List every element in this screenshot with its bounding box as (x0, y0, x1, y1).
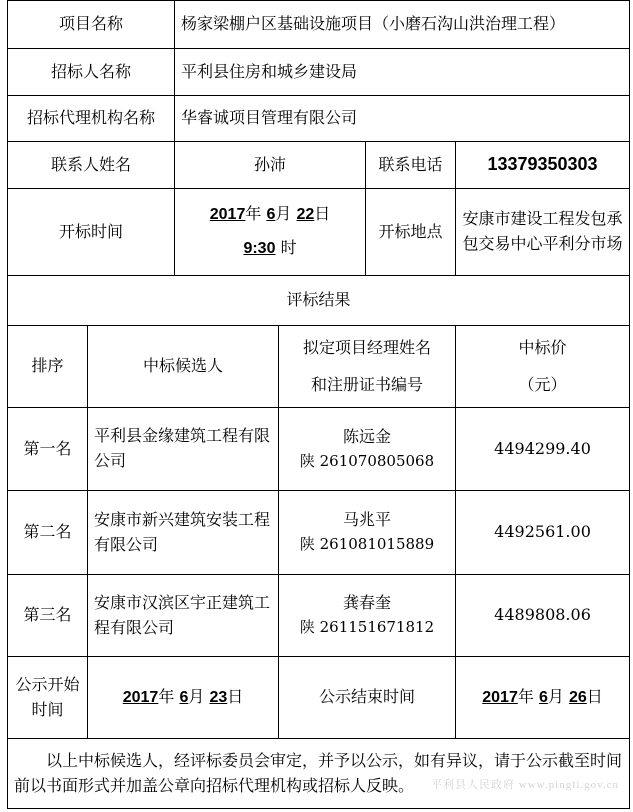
contact-name-label: 联系人姓名 (8, 142, 175, 189)
candidate-manager: 陈远金 陕 261070805068 (279, 408, 456, 491)
contact-phone-label: 联系电话 (366, 142, 456, 189)
opening-place: 安康市建设工程发包承包交易中心平利分市场 (456, 189, 630, 276)
contact-row (8, 142, 630, 189)
candidate-name: 平利县金缘建筑工程有限公司 (88, 408, 279, 491)
candidate-rank: 第二名 (8, 491, 88, 575)
publicity-row (8, 657, 630, 739)
tenderer-label: 招标人名称 (8, 49, 175, 96)
notice-text: 以上中标候选人，经评标委员会审定，并予以公示，如有异议，请于公示截至时间前以书面形式并加盖公章向招标代理机构或招标人反映。 (8, 739, 630, 809)
opening-time-label: 开标时间 (8, 189, 175, 276)
candidate-name: 安康市汉滨区宇正建筑工程有限公司 (88, 575, 279, 657)
project-row (8, 1, 630, 49)
result-title-row (8, 276, 630, 326)
candidate-name: 安康市新兴建筑安装工程有限公司 (88, 491, 279, 575)
publicity-end-label: 公示结束时间 (279, 657, 456, 739)
opening-row (8, 189, 630, 276)
candidate-price: 4494299.40 (456, 408, 630, 491)
tenderer-row (8, 49, 630, 96)
candidate-manager: 马兆平 陕 261081015889 (279, 491, 456, 575)
contact-name: 孙沛 (175, 142, 366, 189)
opening-date: 2017年 6月 22日 (209, 204, 331, 224)
agency-name: 华睿诚项目管理有限公司 (175, 96, 630, 142)
publicity-start-date: 2017年 6月 23日 (88, 657, 279, 739)
opening-time (175, 189, 366, 276)
header-candidate: 中标候选人 (88, 326, 279, 408)
candidate-manager: 龚春奎 陕 261151671812 (279, 575, 456, 657)
header-price: 中标价 （元） (456, 326, 630, 408)
agency-row (8, 96, 630, 142)
result-title: 评标结果 (8, 276, 630, 326)
project-label: 项目名称 (8, 1, 175, 49)
publicity-end-date: 2017年 6月 26日 (456, 657, 630, 739)
bid-result-table (7, 0, 630, 809)
candidate-row (8, 408, 630, 491)
tenderer-name: 平利县住房和城乡建设局 (175, 49, 630, 96)
candidate-price: 4489808.06 (456, 575, 630, 657)
header-rank: 排序 (8, 326, 88, 408)
agency-label: 招标代理机构名称 (8, 96, 175, 142)
opening-place-label: 开标地点 (366, 189, 456, 276)
watermark: 平利县人民政府 www.pingli.gov.cn (431, 779, 619, 791)
header-row (8, 326, 630, 408)
project-name: 杨家梁棚户区基础设施项目（小磨石沟山洪治理工程） (175, 1, 630, 49)
candidate-row (8, 575, 630, 657)
opening-clock: 9:30 时 (243, 238, 297, 257)
header-manager: 拟定项目经理姓名 和注册证书编号 (279, 326, 456, 408)
candidate-rank: 第三名 (8, 575, 88, 657)
candidate-rank: 第一名 (8, 408, 88, 491)
candidate-row (8, 491, 630, 575)
publicity-start-label: 公示开始时间 (8, 657, 88, 739)
notice-row (8, 739, 630, 809)
candidate-price: 4492561.00 (456, 491, 630, 575)
contact-phone: 13379350303 (456, 142, 630, 189)
